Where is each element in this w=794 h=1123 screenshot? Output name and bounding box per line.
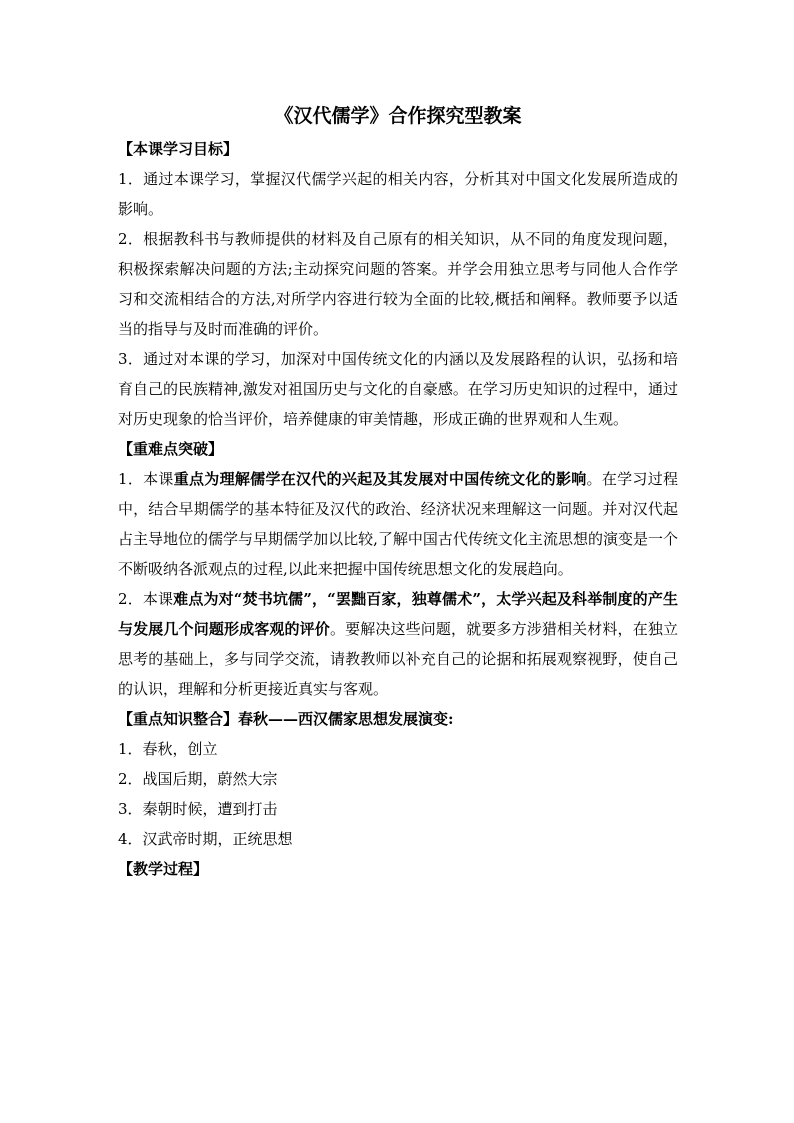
section-heading-integration: 【重点知识整合】春秋——西汉儒家思想发展演变: xyxy=(118,710,454,728)
section-heading-goals: 【本课学习目标】 xyxy=(118,140,239,158)
keypoint-2-text: 。要解决这些问题，就要多方涉猎相关材料，在独立思考的基础上，多与同学交流，请教教师以补充自己的论据和拓展观察视野，使自己的认识，理解和分析更接近真实与客观。 xyxy=(118,620,678,698)
goal-item-1: 1．通过本课学习，掌握汉代儒学兴起的相关内容，分析其对中国文化发展所造成的影响。 xyxy=(118,170,678,218)
document-page xyxy=(118,100,678,884)
goal-item-3: 3．通过对本课的学习，加深对中国传统文化的内涵以及发展路程的认识，弘扬和培育自己的民族精神,激发对祖国历史与文化的自豪感。在学习历史知识的过程中，通过对历史现象的恰当评价，培养健康的审美情趣，形成正确的世界观和人生观。 xyxy=(118,350,678,428)
goal-item-2: 2．根据教科书与教师提供的材料及自己原有的相关知识，从不同的角度发现问题，积极探索解决问题的方法;主动探究问题的答案。并学会用独立思考与同他人合作学习和交流相结合的方法,对所学内容进行较为全面的比较,概括和阐释。教师要予以适当的指导与及时而准确的评价。 xyxy=(118,230,678,338)
keypoint-1-prefix: 1．本课 xyxy=(118,470,174,488)
keypoint-item-2 xyxy=(118,584,678,704)
keypoint-1-emphasis: 重点为理解儒学在汉代的兴起及其发展对中国传统文化的影响 xyxy=(173,470,587,488)
integration-item-2: 2．战国后期，蔚然大宗 xyxy=(118,770,278,788)
keypoint-2-prefix: 2．本课 xyxy=(118,590,174,608)
keypoint-item-1 xyxy=(118,464,678,584)
keypoint-1-text: 。在学习过程中，结合早期儒学的基本特征及汉代的政治、经济状况来理解这一问题。并对汉代起占主导地位的儒学与早期儒学加以比较,了解中国古代传统文化主流思想的演变是一个不断吸纳各派观点的过程,以此来把握中国传统思想文化的发展趋向。 xyxy=(118,470,678,578)
integration-item-3: 3．秦朝时候，遭到打击 xyxy=(118,800,278,818)
integration-item-4: 4．汉武帝时期，正统思想 xyxy=(118,830,293,848)
document-title: 《汉代儒学》合作探究型教案 xyxy=(274,105,522,127)
section-heading-keypoints: 【重难点突破】 xyxy=(118,440,224,458)
section-heading-process: 【教学过程】 xyxy=(118,860,209,878)
keypoint-2-emphasis: 难点为对“焚书坑儒”，“罢黜百家，独尊儒术”，太学兴起及科举制度的产生与发展几个问题形成客观的评价 xyxy=(118,590,678,638)
integration-item-1: 1．春秋，创立 xyxy=(118,740,218,758)
